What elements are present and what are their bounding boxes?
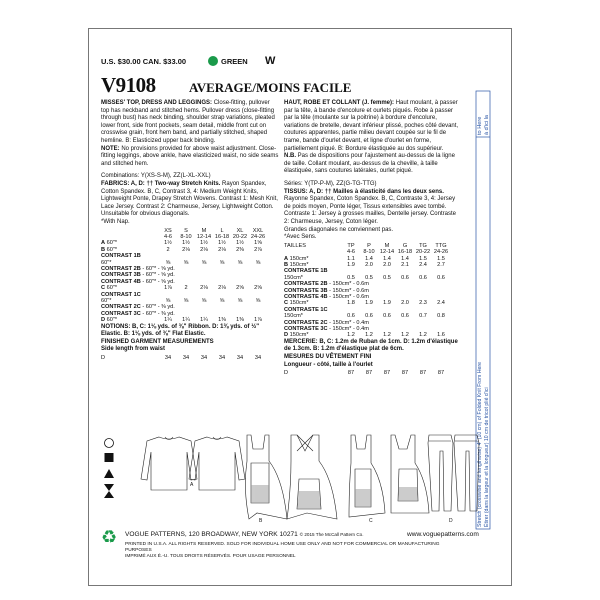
fr-fabrics-label: TISSUS: A, D: bbox=[284, 188, 324, 195]
yardage-cell: 2⅛ bbox=[200, 246, 208, 253]
yardage-cell: 1⅜ bbox=[218, 317, 226, 324]
yardage-cell: ⅝ bbox=[219, 297, 225, 304]
row-unit: - 150cm* - 0.6m bbox=[329, 293, 369, 300]
yardage-cell: 1½ bbox=[200, 240, 208, 247]
row-name: CONTRAST 2B bbox=[101, 265, 141, 272]
finished-length-cell: 34 bbox=[164, 354, 172, 361]
english-column bbox=[101, 100, 279, 361]
difficulty-level: AVERAGE/MOINS FACILE bbox=[189, 80, 352, 95]
row-name: CONTRAST 4B bbox=[101, 278, 141, 285]
footer-printed: PRINTED IN U.S.A. ALL RIGHTS RESERVED. SOLD FOR INDIVIDUAL HOME USE ONLY AND NOT FOR COMMERCIAL OR MANUFACTURING PURPOSES bbox=[125, 542, 440, 553]
yardage-cell: 2 bbox=[166, 246, 170, 253]
yardage-cell: 1.6 bbox=[437, 332, 445, 339]
fr-notions: MERCERIE: B, C: 1.2m de Ruban de 1cm. D: 1.2m d'élastique de 1.3cm. B: 1.2m d'élastique plat de 6cm. bbox=[284, 338, 458, 353]
row-unit: 150cm* bbox=[284, 274, 303, 281]
size-label: M bbox=[201, 227, 207, 234]
row-unit: - 150cm* - 0.4m bbox=[329, 319, 369, 326]
row-unit: - 60"* - ⅜ yd. bbox=[142, 310, 175, 317]
size-number: 16-18 bbox=[214, 233, 230, 240]
finished-length-cell: 87 bbox=[383, 370, 391, 377]
size-number: 16-18 bbox=[397, 249, 413, 256]
finished-view-label: D bbox=[284, 370, 289, 377]
size-number: 4-6 bbox=[163, 233, 173, 240]
row-unit: 60"* bbox=[106, 317, 117, 324]
stretch-instruction-fr: Étirer (dans la largeur et la longueur) 10 cm de tricot plié d'ici bbox=[484, 387, 490, 527]
yardage-cell: ⅝ bbox=[201, 297, 207, 304]
yardage-cell: 1.1 bbox=[347, 255, 355, 262]
row-name: C bbox=[284, 300, 289, 307]
size-label: M bbox=[384, 242, 390, 249]
fr-note: Pas de dispositions pour l'ajustement au-dessus de la ligne de taille. Collant moulant, au-dessus de la cheville, à taille élastiquée, sans coutures latérales, ourlet piqué. bbox=[284, 153, 455, 175]
yardage-cell: ⅝ bbox=[237, 259, 243, 266]
yardage-cell: 1.2 bbox=[365, 332, 373, 339]
fr-fabrics-bold: †† Mailles à élasticité dans les deux sens. bbox=[324, 188, 444, 195]
finished-length-cell: 87 bbox=[419, 370, 427, 377]
size-label: L bbox=[220, 227, 224, 234]
yardage-cell: 2.7 bbox=[437, 261, 445, 268]
drawing-leggings-d bbox=[428, 435, 479, 511]
size-number: 24-26 bbox=[250, 233, 266, 240]
yardage-cell: 1.2 bbox=[347, 332, 355, 339]
footer-printed-fr: IMPRIMÉ AUX É.-U. TOUS DROITS RÉSERVÉS. POUR USAGE PERSONNEL bbox=[125, 554, 296, 559]
yardage-cell: 0.6 bbox=[419, 274, 427, 281]
stretch-instruction: Stretch (crosswise and lengthwise) 4" (10 cm) of Folded Knit From Here bbox=[477, 361, 483, 527]
yardage-cell: 1.4 bbox=[401, 255, 409, 262]
yardage-cell: 0.7 bbox=[419, 313, 427, 320]
yardage-cell: 2⅝ bbox=[236, 285, 244, 292]
finished-length-cell: 87 bbox=[437, 370, 445, 377]
row-unit: 150cm* bbox=[289, 332, 309, 339]
row-unit: - 60"* - ⅜ yd. bbox=[142, 304, 175, 311]
row-name: CONTRASTE 1C bbox=[284, 306, 328, 313]
yardage-cell: 1⅝ bbox=[254, 240, 262, 247]
fr-finished-title: MESURES DU VÊTEMENT FINI bbox=[284, 353, 372, 360]
fig-label-b: B bbox=[259, 518, 263, 524]
yardage-cell: 0.6 bbox=[437, 274, 445, 281]
yardage-cell: 2⅛ bbox=[218, 246, 226, 253]
yardage-cell: 2⅛ bbox=[182, 246, 190, 253]
yardage-cell: 2⅜ bbox=[236, 246, 244, 253]
row-name: CONTRASTE 1B bbox=[284, 268, 328, 275]
row-name: CONTRASTE 2C bbox=[284, 319, 328, 326]
size-label: P bbox=[367, 242, 371, 249]
price: U.S. $30.00 CAN. $33.00 bbox=[101, 57, 187, 66]
finished-length-cell: 34 bbox=[254, 354, 262, 361]
row-name: CONTRASTE 4B bbox=[284, 293, 328, 300]
row-unit: - 150cm* - 0.6m bbox=[329, 287, 369, 294]
yardage-cell: 1¼ bbox=[164, 317, 172, 324]
size-label: G bbox=[402, 242, 408, 249]
row-unit: 150cm* bbox=[289, 300, 309, 307]
yardage-cell: 0.6 bbox=[401, 313, 409, 320]
row-unit: - 60"* - ⅝ yd. bbox=[142, 278, 175, 285]
row-unit: 60"* bbox=[106, 285, 117, 292]
symbol-triangle-icon bbox=[104, 469, 114, 478]
finished-length-cell: 34 bbox=[218, 354, 226, 361]
stretch-gauge-strip bbox=[475, 91, 493, 529]
french-column bbox=[284, 100, 460, 377]
yardage-cell: 2⅛ bbox=[218, 285, 226, 292]
symbol-hourglass-icon bbox=[104, 484, 114, 498]
fr-desc-title: HAUT, ROBE ET COLLANT (J. femme): bbox=[284, 100, 395, 106]
symbol-square-icon bbox=[105, 453, 114, 462]
row-unit: 150cm* bbox=[289, 255, 309, 262]
color-dot-icon bbox=[208, 56, 218, 66]
row-name: CONTRASTE 3B bbox=[284, 287, 328, 294]
sizes-label: TAILLES bbox=[284, 242, 306, 249]
size-number: 12-14 bbox=[379, 249, 395, 256]
yardage-cell: 0.5 bbox=[365, 274, 373, 281]
row-name: CONTRAST 1B bbox=[101, 253, 141, 260]
en-finished-title: FINISHED GARMENT MEASUREMENTS bbox=[101, 338, 214, 345]
fr-with-nap: *Avec Sens. bbox=[284, 234, 317, 241]
yardage-cell: 1.5 bbox=[437, 255, 445, 262]
yardage-cell: 1⅞ bbox=[164, 285, 172, 292]
yardage-cell: 1½ bbox=[164, 240, 172, 247]
en-desc: Close-fitting, pullover top has neckband and stitched hems. Pullover dress (close-fitting through bust) has neck binding, shoulder strap variations, pleated lower front, side front pockets, seam detail, middle front cut on crosswise grain, front hem band, and partially stitched, shaped hemline. B: Elasticized upper back binding. bbox=[101, 100, 275, 144]
yardage-cell: 1.9 bbox=[365, 300, 373, 307]
yardage-cell: 2⅛ bbox=[200, 285, 208, 292]
size-label: XXL bbox=[252, 227, 264, 234]
size-code: W bbox=[265, 55, 276, 67]
drawing-dress-b bbox=[245, 435, 337, 519]
yardage-cell: ⅝ bbox=[255, 259, 261, 266]
yardage-cell: ⅝ bbox=[219, 259, 225, 266]
yardage-cell: 2.4 bbox=[437, 300, 445, 307]
yardage-cell: 1.2 bbox=[401, 332, 409, 339]
yardage-cell: 1.8 bbox=[347, 300, 355, 307]
row-name: CONTRAST 1C bbox=[101, 291, 141, 298]
fr-note-label: N.B. bbox=[284, 153, 296, 160]
yardage-cell: 0.8 bbox=[437, 313, 445, 320]
fr-series: Séries: Y(TP-P-M), ZZ(G-TG-TTG) bbox=[284, 180, 377, 187]
size-label: XL bbox=[236, 227, 244, 234]
en-fabrics: Rayon Spandex, Cotton Spandex. B, C, Contrast 3, 4: Medium Weight Knits, Lightweight Ponte, Drapey Stretch Wovens. Contrast 1: Mesh Knit, Lace Jersey. Contrast 2: Charmeuse, Jersey, Lightweight Cotton. bbox=[101, 180, 278, 210]
size-label: TTG bbox=[435, 242, 447, 249]
row-unit: - 60"* - ⅝ yd. bbox=[142, 272, 175, 279]
yardage-cell: 0.5 bbox=[347, 274, 355, 281]
row-name: B bbox=[101, 246, 106, 253]
footer-legal bbox=[125, 542, 465, 560]
fig-label-a: A bbox=[190, 482, 194, 488]
en-note: No provisions provided for above waist adjustment. Close-fitting leggings, above ankle, have elasticized waist, no side seams and stitched hem. bbox=[101, 145, 279, 167]
yardage-cell: ⅝ bbox=[255, 297, 261, 304]
en-yardage-table bbox=[101, 228, 267, 324]
dress-c-contrast bbox=[355, 487, 418, 507]
fig-label-c: C bbox=[369, 518, 373, 524]
row-name: CONTRAST 3C bbox=[101, 310, 141, 317]
yardage-cell: 1.4 bbox=[383, 255, 391, 262]
stretch-to-here: to Here bbox=[477, 116, 483, 135]
yardage-cell: ⅝ bbox=[183, 297, 189, 304]
fr-unsuitable: Grandes diagonales ne conviennent pas. bbox=[284, 226, 394, 233]
fr-yardage-table bbox=[284, 243, 450, 339]
row-name: A bbox=[284, 255, 289, 262]
finished-view-label: D bbox=[101, 354, 106, 361]
yardage-cell: 2.3 bbox=[419, 300, 427, 307]
en-note-label: NOTE: bbox=[101, 145, 120, 152]
size-label: XS bbox=[164, 227, 172, 234]
dress-b-contrast bbox=[251, 485, 321, 509]
row-unit: - 60"* - ⅝ yd. bbox=[142, 265, 175, 272]
finished-length-row bbox=[101, 355, 267, 361]
finished-length-cell: 34 bbox=[236, 354, 244, 361]
row-name: D bbox=[101, 317, 106, 324]
size-number: 20-22 bbox=[415, 249, 431, 256]
pattern-number: V9108 bbox=[101, 73, 156, 97]
finished-length-cell: 87 bbox=[365, 370, 373, 377]
yardage-cell: 1¼ bbox=[200, 317, 208, 324]
size-number: 8-10 bbox=[180, 233, 192, 240]
company-name: VOGUE PATTERNS, 120 BROADWAY, NEW YORK 10271 bbox=[125, 531, 298, 538]
row-name: CONTRASTE 2B bbox=[284, 281, 328, 288]
size-label: TP bbox=[347, 242, 355, 249]
recycle-icon: ♻ bbox=[101, 527, 118, 547]
en-finished-row bbox=[101, 355, 267, 361]
yardage-cell: 0.5 bbox=[383, 274, 391, 281]
copyright: © 2015 The McCall Pattern Co. bbox=[299, 532, 364, 537]
row-name: CONTRAST 3B bbox=[101, 272, 141, 279]
row-unit: 150cm* bbox=[284, 313, 303, 320]
row-unit: 150cm* bbox=[289, 261, 309, 268]
yardage-cell: 1⅞ bbox=[254, 317, 262, 324]
finished-length-cell: 34 bbox=[200, 354, 208, 361]
finished-length-cell: 87 bbox=[347, 370, 355, 377]
yardage-cell: 0.6 bbox=[401, 274, 409, 281]
yardage-cell: 1.2 bbox=[383, 332, 391, 339]
yardage-cell: ⅝ bbox=[201, 259, 207, 266]
yardage-cell: ⅝ bbox=[165, 297, 171, 304]
symbol-circle-icon bbox=[105, 439, 114, 448]
website-link[interactable]: www.voguepatterns.com bbox=[407, 531, 479, 538]
color-label: GREEN bbox=[221, 57, 248, 66]
size-number: 12-14 bbox=[196, 233, 212, 240]
fr-side-length: Longueur - côté, taille à l'ourlet bbox=[284, 361, 373, 368]
fr-desc: Haut moulant, à passer par la tête, à bande d'encolure et ourlets piqués. Robe à passer par la tête (moulante sur la poitrine) à bordure d'encolure, variations de bretelle, devant inférieur plissé, poches côté devant, coutures apparentes, partie milieu devant coupée sur le fil de trame, bande d'ourlet devant, et ligne d'ourlet en forme, partiellement piqué. B: Bordure élastiquée au dos supérieur. bbox=[284, 100, 459, 152]
row-unit: 60"* bbox=[101, 297, 112, 304]
row-name: B bbox=[284, 261, 289, 268]
finished-length-cell: 87 bbox=[401, 370, 409, 377]
size-label: TG bbox=[419, 242, 427, 249]
size-number: 8-10 bbox=[363, 249, 375, 256]
yardage-cell: 0.6 bbox=[365, 313, 373, 320]
row-unit: 60"* bbox=[101, 259, 112, 266]
size-label: S bbox=[184, 227, 188, 234]
footer-company bbox=[125, 531, 364, 538]
yardage-cell: 1½ bbox=[236, 240, 244, 247]
row-unit: - 150cm* - 0.6m bbox=[329, 281, 369, 288]
row-unit: 60"* bbox=[106, 240, 117, 247]
yardage-cell: 2⅝ bbox=[254, 285, 262, 292]
yardage-cell: 2.0 bbox=[401, 300, 409, 307]
yardage-cell: 0.6 bbox=[383, 313, 391, 320]
fig-label-d: D bbox=[449, 518, 453, 524]
en-fabrics-label: FABRICS: A, D: bbox=[101, 180, 145, 187]
finished-length-cell: 34 bbox=[182, 354, 190, 361]
stretch-to-here-fr: à d'ici la bbox=[484, 114, 490, 135]
row-name: CONTRASTE 3C bbox=[284, 325, 328, 332]
size-number: 4-6 bbox=[346, 249, 356, 256]
size-number: 24-26 bbox=[433, 249, 449, 256]
yardage-cell: 1.9 bbox=[383, 300, 391, 307]
yardage-cell: 2.0 bbox=[365, 261, 373, 268]
fr-finished-row bbox=[284, 370, 450, 376]
en-side-length: Side length from waist bbox=[101, 346, 166, 353]
yardage-cell: 2.0 bbox=[383, 261, 391, 268]
yardage-cell: 1½ bbox=[182, 240, 190, 247]
row-name: A bbox=[101, 240, 106, 247]
row-unit: 60"* bbox=[106, 246, 117, 253]
row-name: CONTRAST 2C bbox=[101, 304, 141, 311]
row-name: D bbox=[284, 332, 289, 339]
yardage-cell: 1.5 bbox=[419, 255, 427, 262]
yardage-cell: 1.9 bbox=[347, 261, 355, 268]
en-notions: NOTIONS: B, C: 1⅛ yds. of ⅜" Ribbon. D: 1⅜ yds. of ½" Elastic. B: 1⅛ yds. of ⅜" Flat Elastic. bbox=[101, 323, 260, 338]
en-with-nap: *With Nap. bbox=[101, 218, 130, 225]
yardage-cell: 1.2 bbox=[419, 332, 427, 339]
yardage-cell: 1½ bbox=[218, 240, 226, 247]
yardage-cell: 0.6 bbox=[347, 313, 355, 320]
pattern-envelope-back bbox=[88, 28, 512, 586]
yardage-cell: ⅝ bbox=[183, 259, 189, 266]
technical-drawings bbox=[119, 429, 469, 525]
en-desc-title: MISSES' TOP, DRESS AND LEGGINGS: bbox=[101, 100, 213, 106]
yardage-cell: ⅝ bbox=[237, 297, 243, 304]
en-unsuitable: Unsuitable for obvious diagonals. bbox=[101, 211, 190, 218]
yardage-cell: 1.4 bbox=[365, 255, 373, 262]
fr-fabrics: Rayonne Spandex, Coton Spandex. B, C, Contraste 3, 4: Jersey de poids moyen, Ponte léger, Tissus extensibles avec tombé. Contraste 1: Jersey à grosses mailles, Dentelle jersey. Contraste 2: Charmeuse, Jersey, Coton léger. bbox=[284, 196, 456, 225]
row-unit: - 150cm* - 0.4m bbox=[329, 325, 369, 332]
yardage-row bbox=[284, 256, 450, 262]
yardage-cell: 2⅞ bbox=[254, 246, 262, 253]
yardage-cell: ⅝ bbox=[165, 259, 171, 266]
finished-length-row bbox=[284, 370, 450, 376]
en-fabrics-bold: †† Two-way Stretch Knits. bbox=[146, 180, 221, 187]
yardage-cell: 1¼ bbox=[182, 317, 190, 324]
en-combinations: Combinations: Y(XS-S-M), ZZ(L-XL-XXL) bbox=[101, 173, 211, 180]
row-name: C bbox=[101, 285, 106, 292]
size-number: 20-22 bbox=[232, 233, 248, 240]
view-symbols bbox=[103, 438, 115, 508]
yardage-cell: 1⅜ bbox=[236, 317, 244, 324]
yardage-cell: 2.1 bbox=[401, 261, 409, 268]
yardage-cell: 2.4 bbox=[419, 261, 427, 268]
yardage-cell: 2 bbox=[184, 285, 188, 292]
